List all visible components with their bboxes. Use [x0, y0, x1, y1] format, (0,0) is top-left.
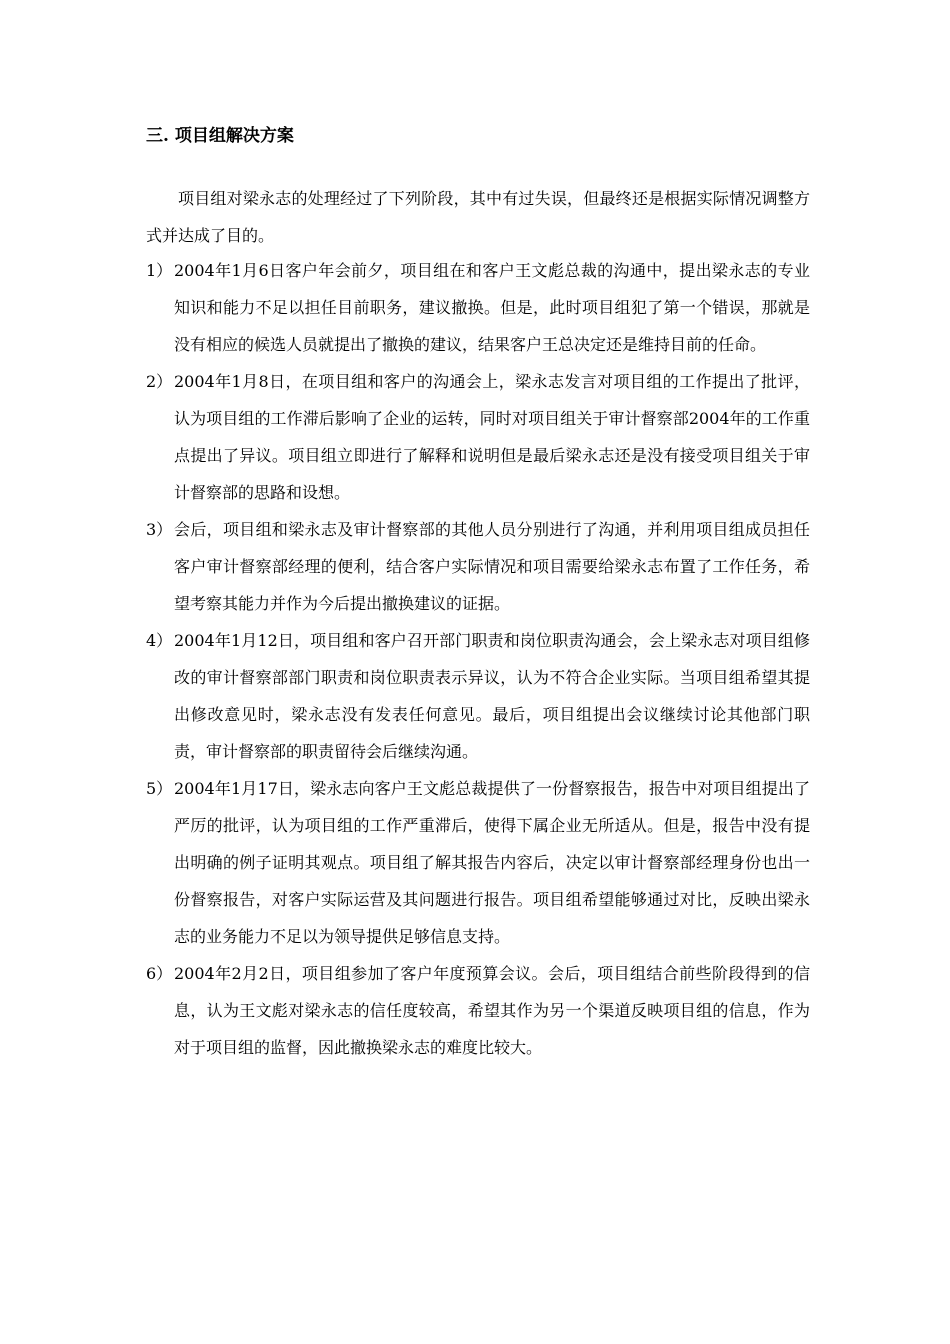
list-item-text: 2004年1月17日，梁永志向客户王文彪总裁提供了一份督察报告，报告中对项目组提出了严厉的批评，认为项目组的工作严重滞后，使得下属企业无所适从。但是，报告中没有提出明确的例子证明其观点。项目组了解其报告内容后，决定以审计督察部经理身份也出一份督察报告，对客户实际运营及其问题进行报告。项目组希望能够通过对比，反映出梁永志的业务能力不足以为领导提供足够信息支持。 [174, 779, 810, 946]
list-item [146, 622, 810, 770]
list-item-number: 3） [146, 520, 173, 539]
list-item-text: 会后，项目组和梁永志及审计督察部的其他人员分别进行了沟通，并利用项目组成员担任客户审计督察部经理的便利，结合客户实际情况和项目需要给梁永志布置了工作任务，希望考察其能力并作为今后提出撤换建议的证据。 [174, 520, 810, 613]
section-title: 三. 项目组解决方案 [146, 126, 294, 146]
stage-list [146, 252, 810, 1066]
list-item-number: 4） [146, 631, 173, 650]
list-item-number: 5） [146, 779, 173, 798]
intro-paragraph: 项目组对梁永志的处理经过了下列阶段，其中有过失误，但最终还是根据实际情况调整方式并达成了目的。 [146, 189, 810, 245]
list-item [146, 955, 810, 1066]
list-item-text: 2004年1月6日客户年会前夕，项目组在和客户王文彪总裁的沟通中，提出梁永志的专业知识和能力不足以担任目前职务，建议撤换。但是，此时项目组犯了第一个错误，那就是没有相应的候选人员就提出了撤换的建议，结果客户王总决定还是维持目前的任命。 [174, 261, 810, 354]
list-item-number: 2） [146, 372, 173, 391]
list-item-text: 2004年2月2日，项目组参加了客户年度预算会议。会后，项目组结合前些阶段得到的信息，认为王文彪对梁永志的信任度较高，希望其作为另一个渠道反映项目组的信息，作为对于项目组的监督，因此撤换梁永志的难度比较大。 [174, 964, 810, 1057]
list-item [146, 770, 810, 955]
list-item-text: 2004年1月12日，项目组和客户召开部门职责和岗位职责沟通会，会上梁永志对项目组修改的审计督察部部门职责和岗位职责表示异议，认为不符合企业实际。当项目组希望其提出修改意见时，梁永志没有发表任何意见。最后，项目组提出会议继续讨论其他部门职责，审计督察部的职责留待会后继续沟通。 [174, 631, 810, 761]
list-item-number: 6） [146, 964, 173, 983]
list-item-number: 1） [146, 261, 173, 280]
list-item [146, 363, 810, 511]
list-item-text: 2004年1月8日，在项目组和客户的沟通会上，梁永志发言对项目组的工作提出了批评，认为项目组的工作滞后影响了企业的运转，同时对项目组关于审计督察部2004年的工作重点提出了异议。项目组立即进行了解释和说明但是最后梁永志还是没有接受项目组关于审计督察部的思路和设想。 [174, 372, 810, 502]
list-item [146, 511, 810, 622]
list-item [146, 252, 810, 363]
